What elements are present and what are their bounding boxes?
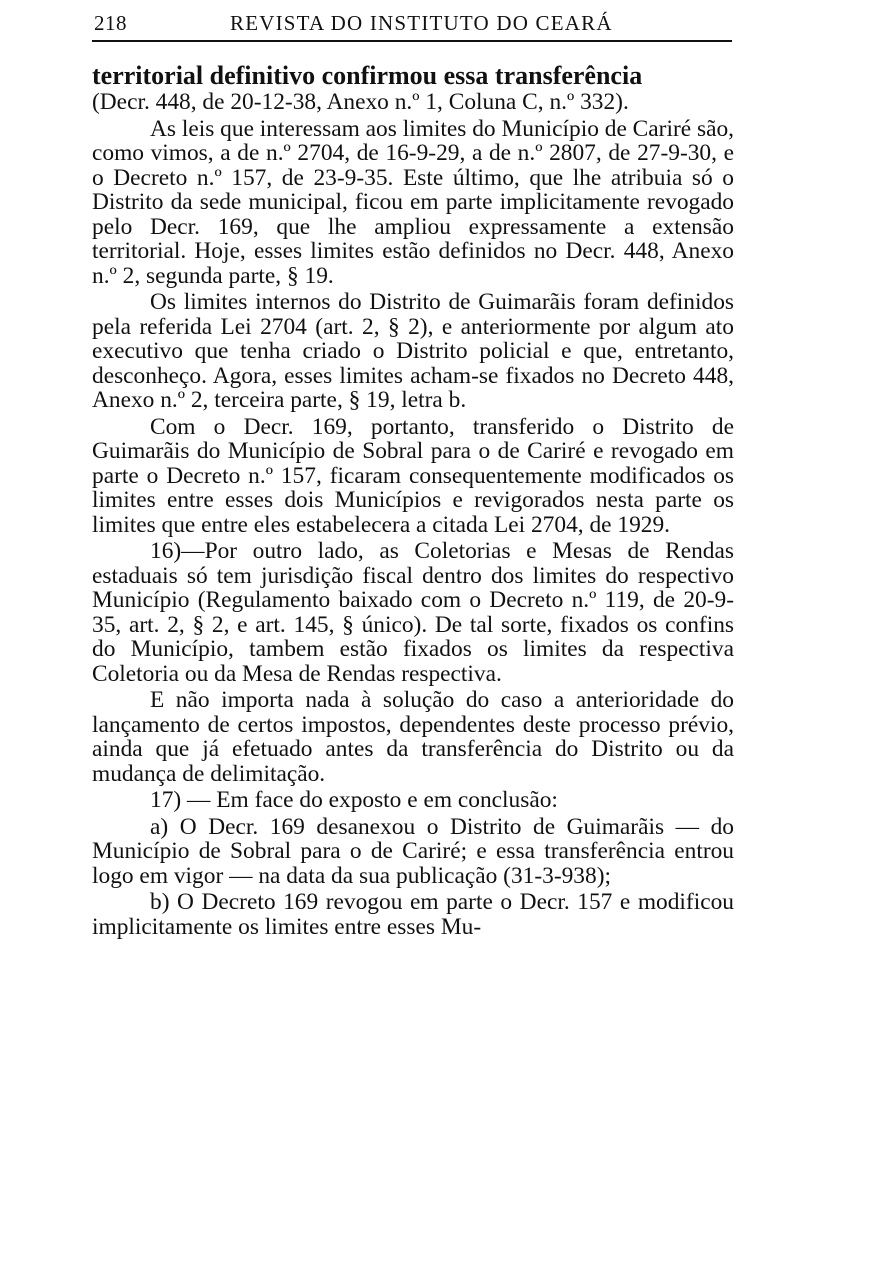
paragraph-laws-carire: As leis que interessam aos limites do Município de Cariré são, como vimos, a de n.º 2704, de 16-9-29, a de n.º 2807, de 27-9-30, e o Decreto n.º 157, de 23-9-35. Este último, que lhe atribuia só o Distrito da sede municipal, ficou em parte implicitamente revogado pelo Decr. 169, que lhe ampliou expressamente a extensão territorial. Hoje, esses limites estão definidos no Decr. 448, Anexo n.º 2, segunda parte, § 19.: [92, 115, 735, 289]
paragraph-continuation: (Decr. 448, de 20-12-38, Anexo n.º 1, Coluna C, n.º 332).: [92, 89, 629, 115]
paragraph-decree-169: Com o Decr. 169, portanto, transferido o Distrito de Guimarãis do Município de Sobral para o de Cariré e revogado em parte o Decreto n.º 157, ficaram consequentemente modificados os limites entre esses dois Municípios e revigorados nesta parte os limites que entre eles estabelecera a citada Lei 2704, de 1929.: [92, 413, 734, 538]
paragraph-item-16: 16)—Por outro lado, as Coletorias e Mesas de Rendas estaduais só tem jurisdição fiscal dentro dos limites do respectivo Município (Regulamento baixado com o Decreto n.º 119, de 20-9-35, art. 2, § 2, e art. 145, § único). De tal sorte, fixados os confins do Município, tambem estão fixados os limites da respectiva Coletoria ou da Mesa de Rendas respectiva.: [92, 538, 734, 687]
body-text: [92, 62, 734, 941]
page-number: 218: [94, 11, 127, 35]
paragraph-item-17: 17) — Em face do exposto e em conclusão:: [150, 787, 558, 813]
paragraph-continuation-lead: territorial definitivo confirmou essa transferência: [92, 61, 643, 90]
running-title: REVISTA DO INSTITUTO DO CEARÁ: [230, 11, 613, 35]
paragraph-conclusion-a: a) O Decr. 169 desanexou o Distrito de Guimarãis — do Município de Sobral para o de Cariré; e essa transferência entrou logo em vigor — na data da sua publicação (31-3-938);: [92, 813, 734, 889]
header-rule: [92, 40, 732, 42]
page-header: [92, 8, 732, 42]
paragraph-anteriority: E não importa nada à solução do caso a anterioridade do lançamento de certos impostos, dependentes deste processo prévio, ainda que já efetuado antes da transferência do Distrito ou da mudança de delimitação.: [92, 687, 734, 787]
paragraph-conclusion-b: b) O Decreto 169 revogou em parte o Decr. 157 e modificou implicitamente os limites entre esses Mu-: [92, 889, 734, 940]
paragraph-limits-guimarais: Os limites internos do Distrito de Guimarãis foram definidos pela referida Lei 2704 (art. 2, § 2), e anteriormente por algum ato executivo que tenha criado o Distrito policial e que, entretanto, desconheço. Agora, esses limites acham-se fixados no Decreto 448, Anexo n.º 2, terceira parte, § 19, letra b.: [92, 289, 734, 413]
